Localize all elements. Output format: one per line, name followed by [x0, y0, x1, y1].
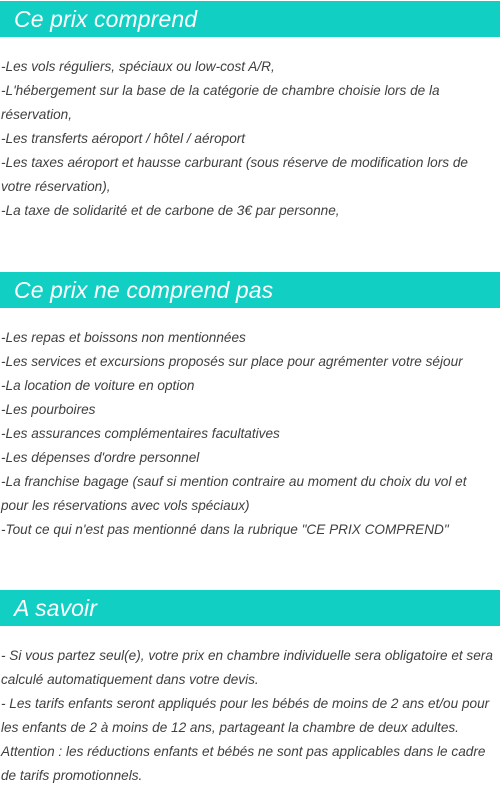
list-item: -Les vols réguliers, spéciaux ou low-cost A/R, — [1, 59, 275, 74]
section-ce-prix-comprend — [0, 1, 500, 223]
section-header — [0, 272, 500, 308]
section-body — [0, 644, 500, 788]
list-item: -Les pourboires — [1, 402, 96, 417]
section-title: A savoir — [14, 594, 98, 621]
section-header — [0, 1, 500, 37]
section-body — [0, 55, 500, 223]
list-item: - Les tarifs enfants seront appliqués pour les bébés de moins de 2 ans et/ou pour les enfants de 2 à moins de 12 ans, partageant la chambre de deux adultes. — [1, 696, 490, 735]
list-item: Attention : les réductions enfants et bébés ne sont pas applicables dans le cadre de tarifs promotionnels. — [1, 744, 486, 783]
section-a-savoir — [0, 590, 500, 788]
list-item: -Les taxes aéroport et hausse carburant (sous réserve de modification lors de votre réservation), — [1, 155, 468, 194]
list-item: -Les transferts aéroport / hôtel / aéroport — [1, 131, 246, 146]
section-header — [0, 590, 500, 626]
section-title: Ce prix comprend — [14, 5, 198, 32]
list-item: -La franchise bagage (sauf si mention contraire au moment du choix du vol et pour les réservations avec vols spéciaux) — [1, 474, 467, 513]
list-item: -La location de voiture en option — [1, 378, 195, 393]
list-item: -Les repas et boissons non mentionnées — [1, 330, 246, 345]
list-item: - Si vous partez seul(e), votre prix en chambre individuelle sera obligatoire et sera calculé automatiquement dans votre devis. — [1, 648, 493, 687]
list-item: -Les services et excursions proposés sur place pour agrémenter votre séjour — [1, 354, 463, 369]
list-item: -Les assurances complémentaires facultatives — [1, 426, 280, 441]
section-ce-prix-ne-comprend-pas — [0, 272, 500, 542]
list-item: -L'hébergement sur la base de la catégorie de chambre choisie lors de la réservation, — [1, 83, 440, 122]
section-body — [0, 326, 500, 542]
list-item: -La taxe de solidarité et de carbone de 3€ par personne, — [1, 203, 340, 218]
section-title: Ce prix ne comprend pas — [14, 276, 274, 303]
list-item: -Tout ce qui n'est pas mentionné dans la rubrique "CE PRIX COMPREND" — [1, 522, 449, 537]
list-item: -Les dépenses d'ordre personnel — [1, 450, 200, 465]
